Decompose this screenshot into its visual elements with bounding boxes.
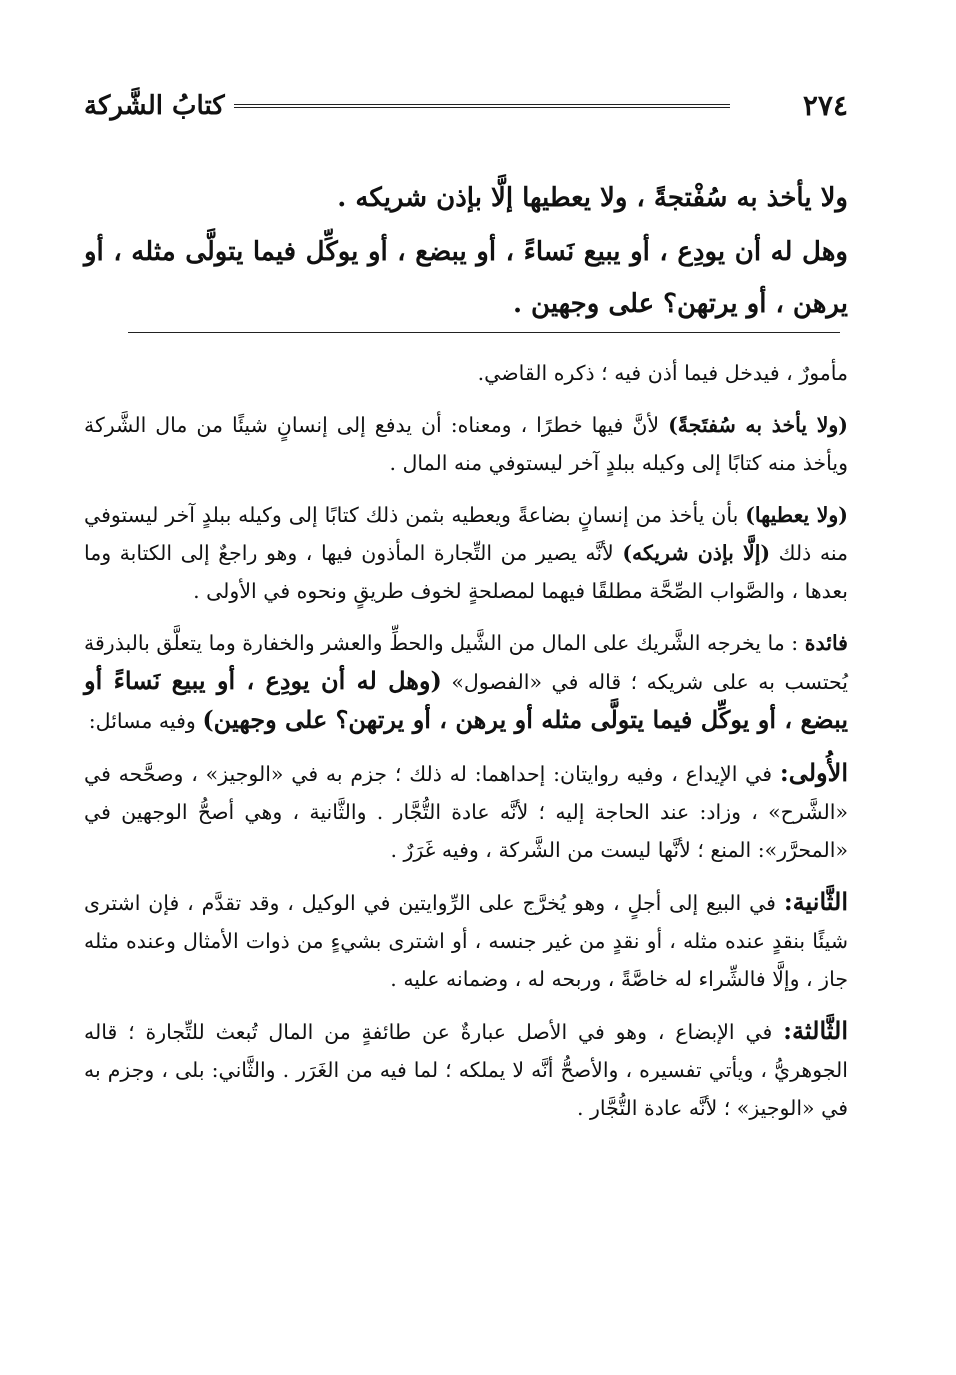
sharh-paragraph [84,754,848,869]
sharh-text: مأمورٌ ، فيدخل فيما أذن فيه ؛ ذكره القاضي. [477,361,848,385]
matn-text [84,172,848,330]
quoted-matn: (ولا يعطيها) [745,503,848,527]
sharh-commentary [84,354,848,1141]
sharh-text: في البيع إلى أجلٍ ، وهو يُخرَّج على الرِّوايتين في الوكيل ، وقد تقدَّم ، فإن اشترى شيئًا بنقدٍ عنده مثله ، أو نقدٍ من غير جنسه ، أو اشترى بشيءٍ من ذوات الأمثال وعنده مثله جاز ، وإلَّا فالشِّراء له خاصَّةً ، وربحه له ، وضمانه عليه . [84,891,848,991]
sharh-text: : ما يخرجه الشَّريك على المال من الشَّيل والحطِّ والعشر والخفارة وما يتعلَّق بالبذرقة يُحتسب به على شريكه ؛ قاله في «الفصول» [84,631,848,694]
quoted-matn: (ولا يأخذ به سُفتَجةً) [668,413,848,437]
issue-label: الثَّانية: [783,887,848,916]
sharh-paragraph [84,406,848,482]
issue-label: الأُولى: [779,758,848,787]
sharh-text: لأنَّ فيها خطرًا ، ومعناه: أن يدفع إلى إنسانٍ شيئًا من مال الشَّركة ويأخذ منه كتابًا إلى وكيله ببلدٍ آخر ليستوفي منه المال . [84,413,848,475]
sharh-text: وفيه مسائل: [88,709,203,733]
sharh-paragraph [84,883,848,998]
quoted-matn: (وهل له أن يودِع ، أو يبيع نَساءً أو يبضع ، أو يوكِّل فيما يتولَّى مثله أو يرهن ، أو يرتهن؟ على وجهين) [84,666,848,734]
sharh-text: بأن يأخذ من إنسانٍ بضاعةً ويعطيه بثمن ذلك كتابًا إلى وكيله ببلدٍ آخر ليستوفي منه ذلك [84,503,849,565]
sharh-paragraph [84,354,848,392]
sharh-text: لأنَّه يصير من التِّجارة المأذون فيها ، وهو راجعٌ إلى الكتابة وما بعدها ، والصَّواب الصِّحَّة مطلقًا فيهما لمصلحةٍ لخوف طريقٍ ونحوه في الأولى . [84,541,848,603]
sharh-paragraph [84,624,848,740]
sharh-text: في الإيداع ، وفيه روايتان: إحداهما: له ذلك ؛ جزم به في «الوجيز» ، وصحَّحه في «الشَّرح» ، وزاد: عند الحاجة إليه ؛ لأنَّه عادة التُّجَّار . والثَّانية ، وهي أصحُّ الوجهين في «المحرَّر»: المنع ؛ لأنَّها ليست من الشَّركة ، وفيه غَرَرٌ . [84,762,848,862]
note-label: فائدة [804,631,848,655]
quoted-matn: (إلَّا بإذن شريكه) [622,541,771,565]
matn-line-2: وهل له أن يودِع ، أو يبيع نَساءً ، أو يبضع ، أو يوكِّل فيما يتولَّى مثله ، أو يرهن ، أو يرتهن؟ على وجهين . [84,237,848,319]
matn-line-1: ولا يأخذ به سُفْتجةً ، ولا يعطيها إلَّا بإذن شريكه . [337,183,848,213]
sharh-paragraph [84,1012,848,1127]
matn-sharh-divider [128,332,840,333]
sharh-paragraph [84,496,848,610]
header-rule [234,104,730,108]
page-number: ٢٧٤ [802,89,848,122]
issue-label: الثَّالثة: [783,1016,848,1045]
page-header [84,86,848,126]
running-title: كتابُ الشَّركة [84,91,225,121]
sharh-text: في الإبضاع ، وهو في الأصل عبارةٌ عن طائفةٍ من المال تُبعث للتِّجارة ؛ قاله الجوهريُّ ، ويأتي تفسيره ، والأصحُّ أنَّه لا يملكه ؛ لما فيه من الغَرَر . والثَّاني: بلى ، وجزم به في «الوجيز» ؛ لأنَّه عادة التُّجَّار . [84,1020,848,1120]
